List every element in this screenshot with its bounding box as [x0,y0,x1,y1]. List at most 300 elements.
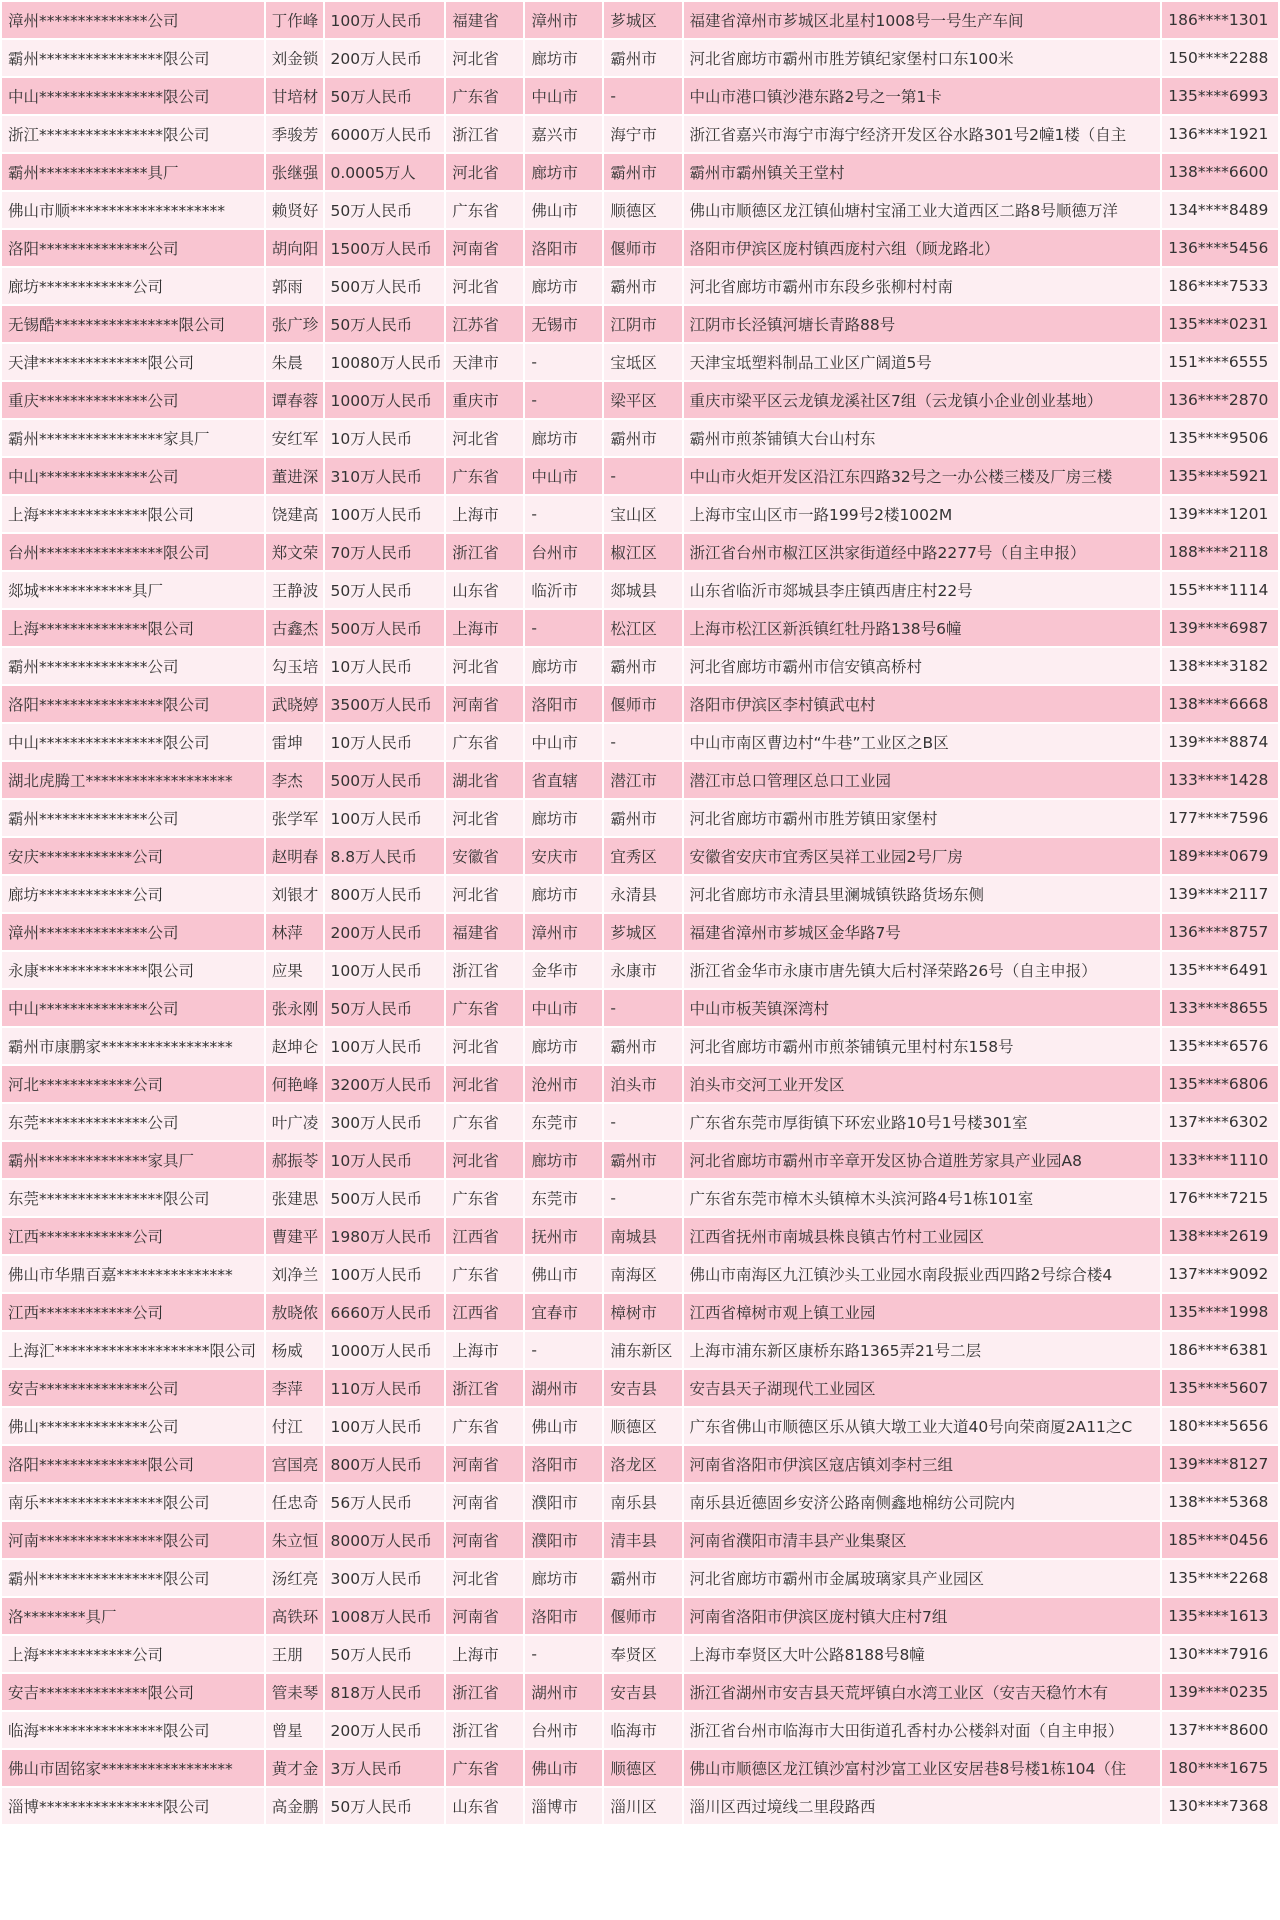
legal-rep-cell: 林萍 [266,914,323,950]
table-row [2,78,1278,114]
province-cell: 河北省 [446,1028,523,1064]
address-cell: 重庆市梁平区云龙镇龙溪社区7组（云龙镇小企业创业基地） [684,382,1161,418]
company-name-cell: 霸州****************限公司 [2,1560,264,1596]
province-cell: 重庆市 [446,382,523,418]
city-cell: 湖州市 [525,1370,602,1406]
city-cell: 廊坊市 [525,1142,602,1178]
registered-capital-cell: 1500万人民币 [325,230,445,266]
legal-rep-cell: 何艳峰 [266,1066,323,1102]
district-cell: 宜秀区 [604,838,681,874]
district-cell: 偃师市 [604,1598,681,1634]
legal-rep-cell: 赵明春 [266,838,323,874]
district-cell: 临海市 [604,1712,681,1748]
phone-cell: 139****8127 [1162,1446,1278,1482]
city-cell: - [525,496,602,532]
phone-cell: 135****5607 [1162,1370,1278,1406]
registered-capital-cell: 6000万人民币 [325,116,445,152]
phone-cell: 135****9506 [1162,420,1278,456]
table-row [2,458,1278,494]
phone-cell: 186****1301 [1162,2,1278,38]
district-cell: 霸州市 [604,420,681,456]
legal-rep-cell: 高铁环 [266,1598,323,1634]
province-cell: 山东省 [446,1788,523,1824]
company-name-cell: 佛山市固铭家***************** [2,1750,264,1786]
company-name-cell: 临海****************限公司 [2,1712,264,1748]
address-cell: 河北省廊坊市霸州市胜芳镇纪家堡村口东100米 [684,40,1161,76]
address-cell: 江西省樟树市观上镇工业园 [684,1294,1161,1330]
district-cell: 芗城区 [604,2,681,38]
company-name-cell: 佛山**************公司 [2,1408,264,1444]
registered-capital-cell: 500万人民币 [325,762,445,798]
city-cell: 廊坊市 [525,40,602,76]
registered-capital-cell: 50万人民币 [325,78,445,114]
province-cell: 湖北省 [446,762,523,798]
table-row [2,1180,1278,1216]
company-name-cell: 霸州市康鹏家***************** [2,1028,264,1064]
registered-capital-cell: 3500万人民币 [325,686,445,722]
table-row [2,1560,1278,1596]
table-row [2,534,1278,570]
legal-rep-cell: 高金鹏 [266,1788,323,1824]
table-row [2,1484,1278,1520]
company-name-cell: 霸州**************家具厂 [2,1142,264,1178]
address-cell: 佛山市顺德区龙江镇沙富村沙富工业区安居巷8号楼1栋104（住 [684,1750,1161,1786]
company-name-cell: 洛********具厂 [2,1598,264,1634]
address-cell: 河南省濮阳市清丰县产业集聚区 [684,1522,1161,1558]
registered-capital-cell: 300万人民币 [325,1104,445,1140]
phone-cell: 134****8489 [1162,192,1278,228]
address-cell: 河北省廊坊市霸州市胜芳镇田家堡村 [684,800,1161,836]
district-cell: 梁平区 [604,382,681,418]
table-row [2,268,1278,304]
table-row [2,1522,1278,1558]
address-cell: 江阴市长泾镇河塘长青路88号 [684,306,1161,342]
table-row [2,496,1278,532]
registered-capital-cell: 100万人民币 [325,1408,445,1444]
company-name-cell: 上海汇********************限公司 [2,1332,264,1368]
table-row [2,1750,1278,1786]
phone-cell: 180****5656 [1162,1408,1278,1444]
table-row [2,1370,1278,1406]
company-name-cell: 上海**************限公司 [2,496,264,532]
province-cell: 浙江省 [446,1370,523,1406]
district-cell: 江阴市 [604,306,681,342]
province-cell: 上海市 [446,496,523,532]
registered-capital-cell: 300万人民币 [325,1560,445,1596]
phone-cell: 176****7215 [1162,1180,1278,1216]
district-cell: 霸州市 [604,1142,681,1178]
district-cell: 霸州市 [604,268,681,304]
legal-rep-cell: 汤红亮 [266,1560,323,1596]
table-row [2,724,1278,760]
district-cell: - [604,1180,681,1216]
city-cell: 无锡市 [525,306,602,342]
table-row [2,572,1278,608]
legal-rep-cell: 任忠奇 [266,1484,323,1520]
address-cell: 淄川区西过境线二里段路西 [684,1788,1161,1824]
province-cell: 广东省 [446,458,523,494]
legal-rep-cell: 古鑫杰 [266,610,323,646]
legal-rep-cell: 张永刚 [266,990,323,1026]
province-cell: 江西省 [446,1218,523,1254]
table-body [2,2,1278,1824]
phone-cell: 135****0231 [1162,306,1278,342]
city-cell: 廊坊市 [525,268,602,304]
address-cell: 河北省廊坊市霸州市金属玻璃家具产业园区 [684,1560,1161,1596]
province-cell: 广东省 [446,1750,523,1786]
legal-rep-cell: 张学军 [266,800,323,836]
district-cell: - [604,78,681,114]
province-cell: 河北省 [446,1142,523,1178]
company-name-cell: 东莞****************限公司 [2,1180,264,1216]
address-cell: 广东省东莞市厚街镇下环宏业路10号1号楼301室 [684,1104,1161,1140]
district-cell: 永清县 [604,876,681,912]
table-row [2,382,1278,418]
legal-rep-cell: 曹建平 [266,1218,323,1254]
city-cell: - [525,344,602,380]
district-cell: 霸州市 [604,1028,681,1064]
province-cell: 广东省 [446,1180,523,1216]
registered-capital-cell: 50万人民币 [325,1788,445,1824]
registered-capital-cell: 800万人民币 [325,1446,445,1482]
phone-cell: 177****7596 [1162,800,1278,836]
phone-cell: 180****1675 [1162,1750,1278,1786]
province-cell: 江苏省 [446,306,523,342]
table-row [2,344,1278,380]
district-cell: 顺德区 [604,1408,681,1444]
district-cell: 郯城县 [604,572,681,608]
company-name-cell: 河南****************限公司 [2,1522,264,1558]
city-cell: 东莞市 [525,1180,602,1216]
phone-cell: 135****1998 [1162,1294,1278,1330]
address-cell: 福建省漳州市芗城区金华路7号 [684,914,1161,950]
city-cell: 洛阳市 [525,1598,602,1634]
province-cell: 河北省 [446,876,523,912]
phone-cell: 139****1201 [1162,496,1278,532]
legal-rep-cell: 付江 [266,1408,323,1444]
legal-rep-cell: 朱晨 [266,344,323,380]
province-cell: 河北省 [446,1066,523,1102]
legal-rep-cell: 黄才金 [266,1750,323,1786]
province-cell: 广东省 [446,1408,523,1444]
province-cell: 河南省 [446,686,523,722]
legal-rep-cell: 张继强 [266,154,323,190]
phone-cell: 135****6806 [1162,1066,1278,1102]
registered-capital-cell: 10万人民币 [325,1142,445,1178]
company-name-cell: 浙江****************限公司 [2,116,264,152]
registered-capital-cell: 500万人民币 [325,268,445,304]
phone-cell: 151****6555 [1162,344,1278,380]
phone-cell: 189****0679 [1162,838,1278,874]
registered-capital-cell: 110万人民币 [325,1370,445,1406]
phone-cell: 135****6491 [1162,952,1278,988]
phone-cell: 188****2118 [1162,534,1278,570]
address-cell: 河北省廊坊市霸州市信安镇高桥村 [684,648,1161,684]
legal-rep-cell: 勾玉培 [266,648,323,684]
province-cell: 江西省 [446,1294,523,1330]
legal-rep-cell: 王静波 [266,572,323,608]
phone-cell: 136****1921 [1162,116,1278,152]
table-row [2,838,1278,874]
address-cell: 上海市奉贤区大叶公路8188号8幢 [684,1636,1161,1672]
address-cell: 上海市浦东新区康桥东路1365弄21号二层 [684,1332,1161,1368]
address-cell: 安徽省安庆市宜秀区吴祥工业园2号厂房 [684,838,1161,874]
province-cell: 河北省 [446,800,523,836]
address-cell: 河北省廊坊市霸州市东段乡张柳村村南 [684,268,1161,304]
legal-rep-cell: 叶广凌 [266,1104,323,1140]
registered-capital-cell: 200万人民币 [325,40,445,76]
district-cell: 宝坻区 [604,344,681,380]
address-cell: 河北省廊坊市霸州市煎茶铺镇元里村村东158号 [684,1028,1161,1064]
legal-rep-cell: 董进深 [266,458,323,494]
district-cell: 椒江区 [604,534,681,570]
table-row [2,192,1278,228]
address-cell: 中山市火炬开发区沿江东四路32号之一办公楼三楼及厂房三楼 [684,458,1161,494]
registered-capital-cell: 1000万人民币 [325,382,445,418]
address-cell: 河南省洛阳市伊滨区庞村镇大庄村7组 [684,1598,1161,1634]
address-cell: 佛山市顺德区龙江镇仙塘村宝涌工业大道西区二路8号顺德万洋 [684,192,1161,228]
phone-cell: 155****1114 [1162,572,1278,608]
registered-capital-cell: 8.8万人民币 [325,838,445,874]
province-cell: 河南省 [446,230,523,266]
address-cell: 江西省抚州市南城县株良镇古竹村工业园区 [684,1218,1161,1254]
legal-rep-cell: 刘净兰 [266,1256,323,1292]
province-cell: 广东省 [446,724,523,760]
city-cell: 湖州市 [525,1674,602,1710]
address-cell: 中山市板芙镇深湾村 [684,990,1161,1026]
district-cell: - [604,724,681,760]
table-row [2,306,1278,342]
district-cell: 淄川区 [604,1788,681,1824]
district-cell: - [604,990,681,1026]
phone-cell: 135****6576 [1162,1028,1278,1064]
phone-cell: 133****1428 [1162,762,1278,798]
city-cell: 东莞市 [525,1104,602,1140]
legal-rep-cell: 刘银才 [266,876,323,912]
table-row [2,1066,1278,1102]
registered-capital-cell: 6660万人民币 [325,1294,445,1330]
company-name-cell: 江西************公司 [2,1218,264,1254]
company-name-cell: 霸州**************具厂 [2,154,264,190]
city-cell: 廊坊市 [525,648,602,684]
phone-cell: 130****7916 [1162,1636,1278,1672]
company-name-cell: 霸州**************公司 [2,800,264,836]
city-cell: 佛山市 [525,192,602,228]
company-name-cell: 淄博****************限公司 [2,1788,264,1824]
province-cell: 上海市 [446,610,523,646]
city-cell: 中山市 [525,78,602,114]
phone-cell: 186****6381 [1162,1332,1278,1368]
address-cell: 河南省洛阳市伊滨区寇店镇刘李村三组 [684,1446,1161,1482]
city-cell: 临沂市 [525,572,602,608]
legal-rep-cell: 管耒琴 [266,1674,323,1710]
district-cell: - [604,458,681,494]
registered-capital-cell: 1000万人民币 [325,1332,445,1368]
address-cell: 上海市宝山区市一路199号2楼1002M [684,496,1161,532]
registered-capital-cell: 10万人民币 [325,648,445,684]
legal-rep-cell: 曾星 [266,1712,323,1748]
legal-rep-cell: 杨威 [266,1332,323,1368]
province-cell: 福建省 [446,914,523,950]
legal-rep-cell: 胡向阳 [266,230,323,266]
province-cell: 广东省 [446,1104,523,1140]
district-cell: 芗城区 [604,914,681,950]
company-name-cell: 东莞**************公司 [2,1104,264,1140]
city-cell: 金华市 [525,952,602,988]
district-cell: 清丰县 [604,1522,681,1558]
legal-rep-cell: 郑文荣 [266,534,323,570]
city-cell: 安庆市 [525,838,602,874]
table-row [2,1446,1278,1482]
company-name-cell: 廊坊************公司 [2,876,264,912]
province-cell: 天津市 [446,344,523,380]
province-cell: 上海市 [446,1636,523,1672]
phone-cell: 133****1110 [1162,1142,1278,1178]
district-cell: 霸州市 [604,1560,681,1596]
province-cell: 河北省 [446,268,523,304]
table-row [2,990,1278,1026]
phone-cell: 138****6600 [1162,154,1278,190]
registered-capital-cell: 800万人民币 [325,876,445,912]
phone-cell: 136****2870 [1162,382,1278,418]
legal-rep-cell: 饶建高 [266,496,323,532]
table-row [2,1142,1278,1178]
company-name-cell: 洛阳**************公司 [2,230,264,266]
province-cell: 浙江省 [446,1674,523,1710]
district-cell: 宝山区 [604,496,681,532]
phone-cell: 139****6987 [1162,610,1278,646]
phone-cell: 133****8655 [1162,990,1278,1026]
table-row [2,686,1278,722]
table-row [2,230,1278,266]
district-cell: 顺德区 [604,1750,681,1786]
phone-cell: 135****1613 [1162,1598,1278,1634]
address-cell: 浙江省嘉兴市海宁市海宁经济开发区谷水路301号2幢1楼（自主 [684,116,1161,152]
table-row [2,1788,1278,1824]
phone-cell: 186****7533 [1162,268,1278,304]
address-cell: 安吉县天子湖现代工业园区 [684,1370,1161,1406]
district-cell: 浦东新区 [604,1332,681,1368]
city-cell: 廊坊市 [525,1560,602,1596]
district-cell: 偃师市 [604,686,681,722]
province-cell: 河南省 [446,1484,523,1520]
city-cell: 宜春市 [525,1294,602,1330]
legal-rep-cell: 李杰 [266,762,323,798]
city-cell: 淄博市 [525,1788,602,1824]
city-cell: 佛山市 [525,1256,602,1292]
address-cell: 佛山市南海区九江镇沙头工业园水南段振业西四路2号综合楼4 [684,1256,1161,1292]
registered-capital-cell: 200万人民币 [325,914,445,950]
city-cell: 廊坊市 [525,420,602,456]
table-row [2,914,1278,950]
table-row [2,610,1278,646]
city-cell: 廊坊市 [525,154,602,190]
city-cell: 濮阳市 [525,1522,602,1558]
company-name-cell: 上海************公司 [2,1636,264,1672]
province-cell: 河南省 [446,1522,523,1558]
phone-cell: 136****5456 [1162,230,1278,266]
address-cell: 河北省廊坊市霸州市辛章开发区协合道胜芳家具产业园A8 [684,1142,1161,1178]
legal-rep-cell: 赖贤好 [266,192,323,228]
province-cell: 广东省 [446,990,523,1026]
table-row [2,1218,1278,1254]
address-cell: 广东省佛山市顺德区乐从镇大墩工业大道40号向荣商厦2A11之C [684,1408,1161,1444]
district-cell: 南海区 [604,1256,681,1292]
company-name-cell: 安吉**************公司 [2,1370,264,1406]
company-name-cell: 江西************公司 [2,1294,264,1330]
legal-rep-cell: 丁作峰 [266,2,323,38]
province-cell: 浙江省 [446,952,523,988]
city-cell: 沧州市 [525,1066,602,1102]
company-name-cell: 中山****************限公司 [2,78,264,114]
province-cell: 福建省 [446,2,523,38]
phone-cell: 139****2117 [1162,876,1278,912]
company-name-cell: 南乐****************限公司 [2,1484,264,1520]
company-name-cell: 霸州****************限公司 [2,40,264,76]
phone-cell: 137****6302 [1162,1104,1278,1140]
district-cell: 霸州市 [604,40,681,76]
district-cell: 樟树市 [604,1294,681,1330]
address-cell: 中山市港口镇沙港东路2号之一第1卡 [684,78,1161,114]
district-cell: 顺德区 [604,192,681,228]
phone-cell: 137****9092 [1162,1256,1278,1292]
district-cell: 安吉县 [604,1370,681,1406]
district-cell: 奉贤区 [604,1636,681,1672]
phone-cell: 135****5921 [1162,458,1278,494]
company-name-cell: 廊坊************公司 [2,268,264,304]
city-cell: 佛山市 [525,1408,602,1444]
province-cell: 河北省 [446,40,523,76]
registered-capital-cell: 100万人民币 [325,496,445,532]
address-cell: 潜江市总口管理区总口工业园 [684,762,1161,798]
phone-cell: 139****0235 [1162,1674,1278,1710]
address-cell: 中山市南区曹边村“牛巷”工业区之B区 [684,724,1161,760]
table-row [2,876,1278,912]
table-row [2,1294,1278,1330]
address-cell: 洛阳市伊滨区庞村镇西庞村六组（顾龙路北） [684,230,1161,266]
province-cell: 浙江省 [446,1712,523,1748]
province-cell: 广东省 [446,78,523,114]
registered-capital-cell: 100万人民币 [325,952,445,988]
company-name-cell: 佛山市顺******************** [2,192,264,228]
district-cell: 泊头市 [604,1066,681,1102]
address-cell: 泊头市交河工业开发区 [684,1066,1161,1102]
phone-cell: 139****8874 [1162,724,1278,760]
registered-capital-cell: 1980万人民币 [325,1218,445,1254]
legal-rep-cell: 雷坤 [266,724,323,760]
company-name-cell: 河北************公司 [2,1066,264,1102]
district-cell: 霸州市 [604,648,681,684]
legal-rep-cell: 季骏芳 [266,116,323,152]
city-cell: 洛阳市 [525,230,602,266]
phone-cell: 138****3182 [1162,648,1278,684]
company-name-cell: 霸州****************家具厂 [2,420,264,456]
city-cell: 抚州市 [525,1218,602,1254]
district-cell: 永康市 [604,952,681,988]
city-cell: - [525,1332,602,1368]
table-row [2,1028,1278,1064]
registered-capital-cell: 100万人民币 [325,1256,445,1292]
company-name-cell: 洛阳**************限公司 [2,1446,264,1482]
legal-rep-cell: 甘培材 [266,78,323,114]
registered-capital-cell: 500万人民币 [325,610,445,646]
phone-cell: 136****8757 [1162,914,1278,950]
table-row [2,420,1278,456]
province-cell: 河北省 [446,154,523,190]
legal-rep-cell: 李萍 [266,1370,323,1406]
province-cell: 广东省 [446,1256,523,1292]
city-cell: 廊坊市 [525,1028,602,1064]
